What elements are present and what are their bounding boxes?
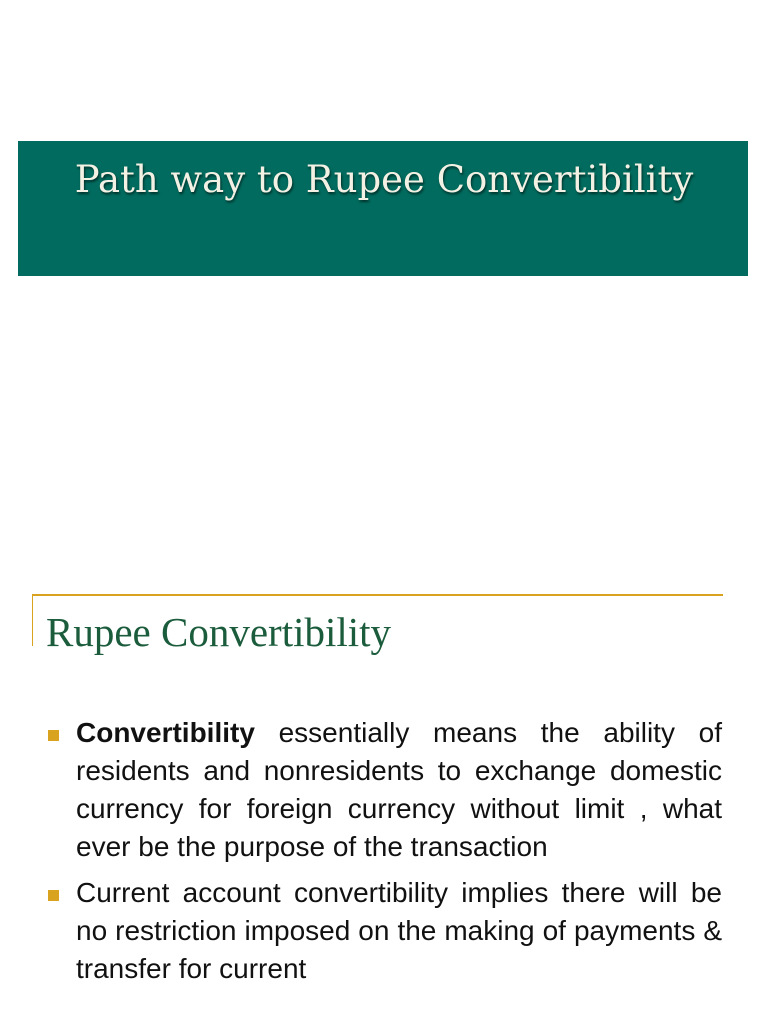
bullet-text: essentially means the ability of residents and nonresidents to exchange domestic currency for foreign currency without limit , what ever be the purpose of the transaction	[76, 717, 722, 862]
bullet-item	[46, 714, 722, 866]
bullet-text: Current account convertibility implies there will be no restriction imposed on the making of payments & transfer for current	[76, 877, 722, 984]
section-rule-top	[32, 594, 723, 596]
section-rule-left	[32, 594, 33, 646]
bullet-bold-term: Convertibility	[76, 717, 255, 748]
section-heading: Rupee Convertibility	[46, 609, 392, 655]
square-bullet-icon	[48, 890, 59, 901]
bullet-list	[46, 714, 722, 996]
bullet-item	[46, 874, 722, 988]
square-bullet-icon	[48, 730, 59, 741]
slide-title: Path way to Rupee Convertibility	[74, 158, 694, 201]
